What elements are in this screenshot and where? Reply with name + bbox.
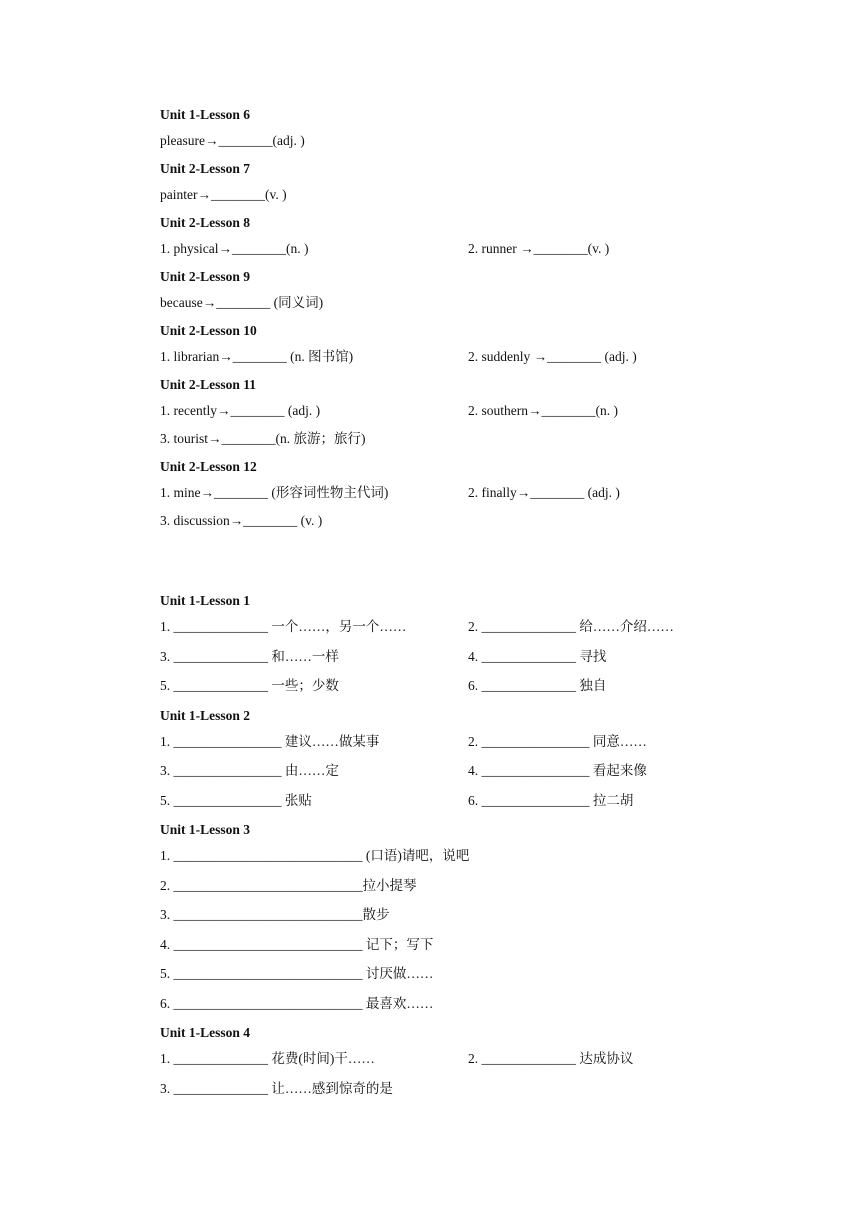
worksheet-content [160,104,760,1107]
section-spacer [160,538,760,590]
section-title: Unit 1-Lesson 6 [160,107,251,122]
exercise-row [160,482,760,510]
exercise-item: 1. mine→________ (形容词性物主代词) [160,485,389,500]
section-title: Unit 1-Lesson 1 [160,593,251,608]
exercise-item: 6. ____________________________ 最喜欢…… [160,995,434,1011]
exercise-item: 4. ______________ 寻找 [468,648,607,664]
section-title: Unit 2-Lesson 9 [160,269,251,284]
exercise-row [160,1078,760,1108]
exercise-row [160,760,760,790]
section-title: Unit 1-Lesson 2 [160,707,251,723]
section-title: Unit 1-Lesson 4 [160,1025,251,1040]
section-title: Unit 2-Lesson 8 [160,215,251,230]
exercise-row [160,963,760,993]
exercise-row [160,875,760,905]
exercise-row [160,1048,760,1078]
exercise-item: pleasure→________(adj. ) [160,133,305,148]
exercise-item: 2. runner →________(v. ) [468,241,610,256]
exercise-row [160,675,760,705]
exercise-row [160,845,760,875]
exercise-item: 4. ________________ 看起来像 [468,763,647,778]
exercise-item: 6. ________________ 拉二胡 [468,792,634,808]
section-title: Unit 2-Lesson 12 [160,459,257,474]
exercise-item: 3. ______________ 和……一样 [160,648,339,664]
exercise-item: 3. ________________ 由……定 [160,763,339,778]
exercise-item: 5. ____________________________ 讨厌做…… [160,966,434,981]
exercise-row [160,130,760,158]
exercise-item: 2. southern→________(n. ) [468,403,618,418]
exercise-row [160,904,760,934]
exercise-row [160,400,760,428]
exercise-row [160,184,760,212]
exercise-item: painter→________(v. ) [160,187,287,202]
exercise-row [160,510,760,538]
exercise-row [160,292,760,320]
exercise-item: 2. ______________ 达成协议 [468,1051,634,1066]
section-title: Unit 2-Lesson 10 [160,323,257,338]
exercise-item: 1. recently→________ (adj. ) [160,403,321,418]
exercise-item: 6. ______________ 独自 [468,678,607,693]
exercise-row [160,790,760,820]
exercise-item: 3. ____________________________散步 [160,907,390,922]
section-title: Unit 2-Lesson 11 [160,377,257,392]
exercise-item: 1. ____________________________ (口语)请吧，说吧 [160,848,470,863]
exercise-item: 5. ______________ 一些；少数 [160,678,339,693]
exercise-item: 1. physical→________(n. ) [160,241,309,256]
exercise-row [160,731,760,761]
exercise-row [160,428,760,456]
exercise-item: 3. ______________ 让……感到惊奇的是 [160,1080,393,1096]
exercise-row [160,646,760,676]
exercise-row [160,616,760,646]
exercise-item: 2. ________________ 同意…… [468,733,647,749]
section-title: Unit 2-Lesson 7 [160,161,251,176]
exercise-row [160,346,760,374]
exercise-item: 2. ______________ 给……介绍…… [468,619,674,634]
exercise-row [160,934,760,964]
exercise-item: 1. ______________ 花费(时间)干…… [160,1051,375,1066]
exercise-item: 1. librarian→________ (n. 图书馆) [160,349,354,364]
exercise-item: 3. tourist→________(n. 旅游；旅行) [160,431,366,446]
exercise-item: 2. suddenly →________ (adj. ) [468,349,637,364]
exercise-item: 2. ____________________________拉小提琴 [160,877,417,893]
section-title: Unit 1-Lesson 3 [160,822,251,837]
exercise-row [160,993,760,1023]
exercise-item: 3. discussion→________ (v. ) [160,513,323,528]
exercise-item: 2. finally→________ (adj. ) [468,485,620,500]
exercise-item: because→________ (同义词) [160,295,324,310]
exercise-item: 1. ______________ 一个……，另一个…… [160,619,407,634]
exercise-item: 5. ________________ 张贴 [160,792,312,808]
exercise-item: 4. ____________________________ 记下；写下 [160,936,434,952]
exercise-item: 1. ________________ 建议……做某事 [160,733,380,749]
exercise-row [160,238,760,266]
